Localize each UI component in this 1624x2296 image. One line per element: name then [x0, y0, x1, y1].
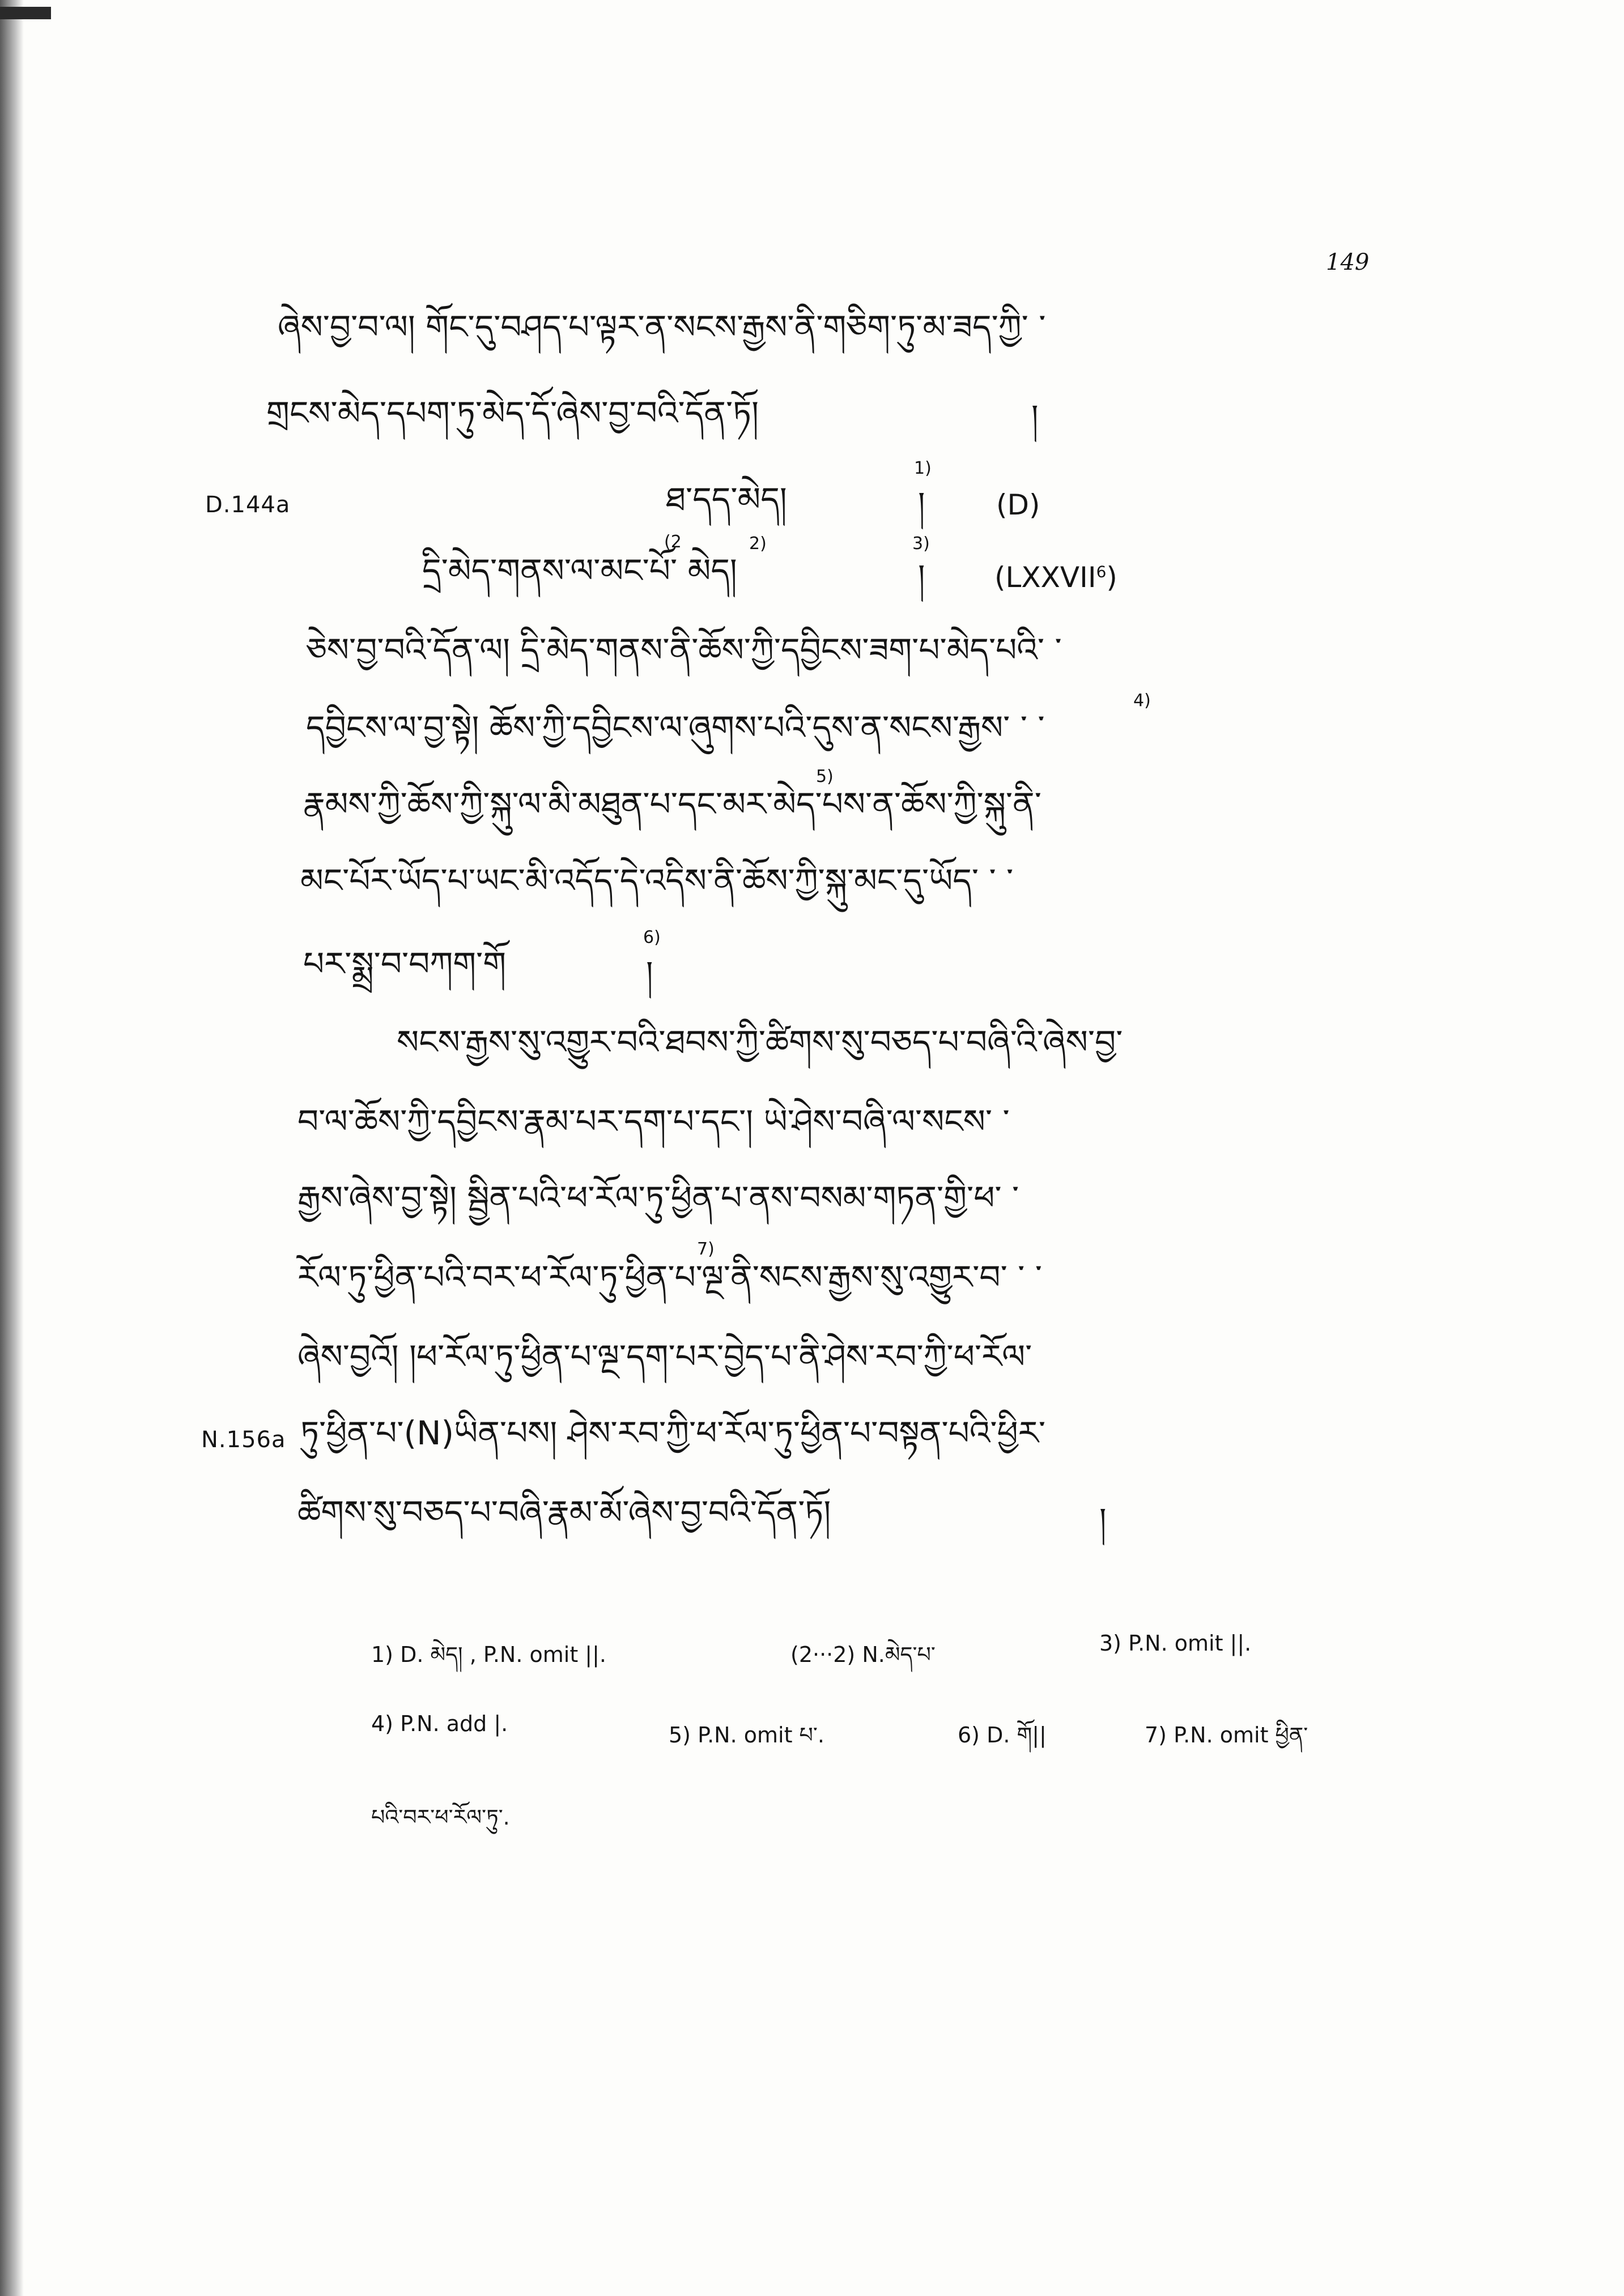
text-line-2: གྲངས་མེད་དཔག་ཏུ་མེད་དོ་ཞེས་བྱ་བའི་དོན་ཏོ། [266, 394, 759, 432]
text-line-q5: ཞེས་བྱའོ། །ཕ་རོལ་ཏུ་ཕྱིན་པ་ལྔ་དག་པར་བྱེད་པ་ནི་ཤེས་རབ་ཀྱི་ཕ་རོལ་ [297, 1337, 1032, 1376]
shad-mark: ། [918, 558, 925, 595]
chapter-number: (LXXVII [994, 561, 1096, 594]
footnote-3: 3) P.N. omit ||. [1099, 1631, 1252, 1656]
shad-mark: ། [918, 486, 925, 522]
page-number: 149 [1326, 249, 1370, 275]
text-line-q2: བ་ལ་ཆོས་ཀྱི་དབྱིངས་རྣམ་པར་དག་པ་དང་། ཡེ་ཤེས་བཞི་ལ་སངས་ ་ [297, 1102, 1010, 1141]
footnote-6: 6) D. གོ|| [958, 1723, 1047, 1747]
text-line-q1: སངས་རྒྱས་སུ་འགྱུར་བའི་ཐབས་ཀྱི་ཚིགས་སུ་བཅད་པ་བཞི་འི་ཞེས་བྱ་ [397, 1023, 1123, 1061]
shad-mark: ། [646, 955, 653, 992]
footnote-4: 4) P.N. add |. [371, 1711, 508, 1736]
text-line-q3: རྒྱས་ཞེས་བྱ་སྟེ། སྦྱིན་པའི་ཕ་རོལ་ཏུ་ཕྱིན་པ་ནས་བསམ་གཏན་གྱི་ཕ་ ་ [297, 1179, 1019, 1217]
text-line-p1: ཅེས་བྱ་བའི་དོན་ལ། དྲི་མེད་གནས་ནི་ཆོས་ཀྱི་དབྱིངས་ཟག་པ་མེད་པའི་ ་ [306, 631, 1062, 669]
text-line-q4: རོལ་ཏུ་ཕྱིན་པའི་བར་ཕ་རོལ་ཏུ་ཕྱིན་པ་ལྔ་ནི་སངས་རྒྱས་སུ་འགྱུར་བ་ ་ ་ [297, 1258, 1042, 1296]
chapter-number-close: ) [1106, 561, 1117, 594]
text-line-p2: དབྱིངས་ལ་བྱ་སྟེ། ཆོས་ཀྱི་དབྱིངས་ལ་ཞུགས་པའི་དུས་ན་སངས་རྒྱས་ ་ ་ [306, 708, 1045, 747]
footnote-ref-1: 1) [914, 458, 932, 478]
footnote-ref-2b: 2) [749, 534, 767, 554]
footnote-7-continued: པའི་བར་ཕ་རོལ་ཏུ་. [371, 1805, 510, 1830]
shad-mark: ། [1031, 398, 1039, 435]
text-line-p3: རྣམས་ཀྱི་ཆོས་ཀྱི་སྐུ་ལ་མི་མཐུན་པ་དང་མར་མེད་པས་ན་ཆོས་ཀྱི་སྐུ་ནི་ [303, 785, 1041, 823]
book-spine-shadow [0, 0, 24, 2296]
shad-mark: ། [1099, 1502, 1107, 1538]
footnote-1: 1) D. མེད། , P.N. omit ||. [371, 1642, 606, 1667]
footnote-ref-6: 6) [643, 928, 661, 947]
spine-top-mark [0, 7, 51, 19]
chapter-number-label [994, 561, 1117, 594]
margin-ref-narthang: N.156a [201, 1427, 286, 1453]
text-line-q6: ཏུ་ཕྱིན་པ་(N)ཡིན་པས། ཤེས་རབ་ཀྱི་ཕ་རོལ་ཏུ་ཕྱིན་པ་བསྟན་པའི་ཕྱིར་ [300, 1414, 1046, 1452]
footnote-ref-3: 3) [912, 534, 930, 554]
edition-label-d: (D) [996, 488, 1040, 521]
footnote-ref-4: 4) [1133, 691, 1151, 711]
verse-heading-1: ཐ་དད་མེད། [666, 480, 787, 518]
footnote-ref-7: 7) [697, 1239, 715, 1259]
footnote-7: 7) P.N. omit ཕྱིན་ [1145, 1723, 1308, 1747]
footnote-ref-2a: (2 [664, 532, 682, 552]
text-line-q7: ཚིགས་སུ་བཅད་པ་བཞི་རྣམ་མོ་ཞེས་བྱ་བའི་དོན་ཏོ། [297, 1493, 831, 1532]
text-line-p4: མང་པོར་ཡོད་པ་ཡང་མི་འདོད་དེ་འདིས་ནི་ཆོས་ཀྱི་སྐུ་མང་དུ་ཡོད་ ་ ་ [300, 861, 1014, 900]
footnote-2: (2···2) N.མེད་པ་ [790, 1642, 936, 1667]
footnote-5: 5) P.N. omit པ་. [669, 1723, 824, 1747]
chapter-number-sup: 6 [1096, 562, 1107, 581]
verse-heading-2: དྲི་མེད་གནས་ལ་མང་པོ་ མེད། [422, 551, 737, 590]
text-line-p5: པར་སྨྲ་བ་བཀག་གོ [303, 945, 507, 983]
text-line-1: ཞེས་བྱ་བ་ལ། གོང་དུ་བཤད་པ་ལྟར་ན་སངས་རྒྱས་ནི་གཅིག་ཏུ་མ་ཟད་ཀྱི་ ་ [278, 308, 1046, 346]
margin-ref-derge: D.144a [205, 492, 291, 518]
footnote-ref-5: 5) [816, 767, 834, 786]
